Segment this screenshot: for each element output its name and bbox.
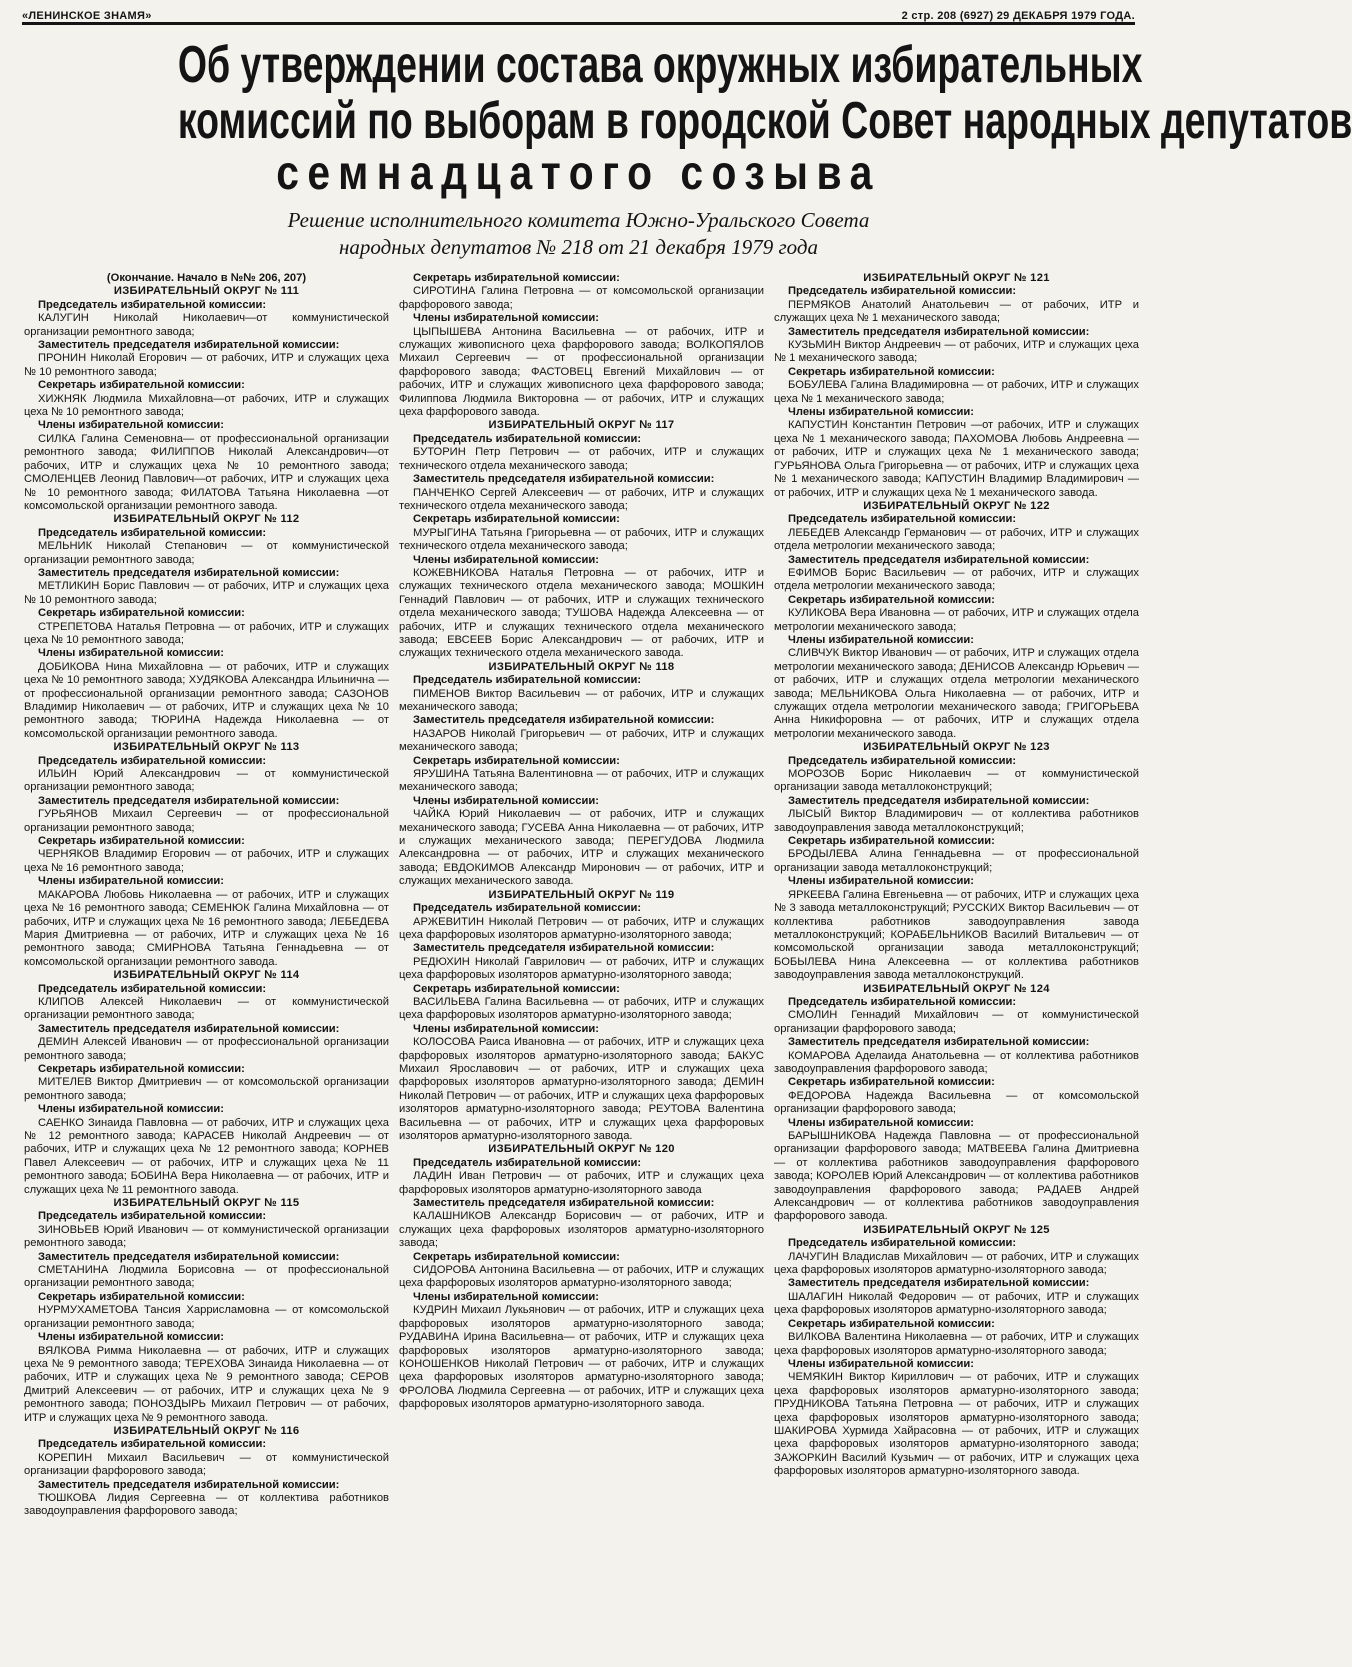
member-entry: НУРМУХАМЕТОВА Тансия Харрисламовна — от комсомольской организации ремонтного завода;: [24, 1304, 389, 1330]
member-entry: КОЖЕВНИКОВА Наталья Петровна — от рабочих, ИТР и служащих технического отдела механического завода; МОШКИН Геннадий Павлович — от рабочих, ИТР и служащих технического отдела механического завода; ТУШОВА Надежда Алексеевна — от рабочих, ИТР и служащих технического отдела механического завода; ЕВСЕЕВ Борис Александрович — от рабочих, ИТР и служащих технического отдела механического завода.: [399, 566, 764, 660]
member-entry: ЯРУШИНА Татьяна Валентиновна — от рабочих, ИТР и служащих механического завода;: [399, 768, 764, 794]
member-entry: ДОБИКОВА Нина Михайловна — от рабочих, ИТР и служащих цеха № 10 ремонтного завода; ХУДЯКОВА Александра Ильинична — от профессиональной организации ремонтного завода; САЗОНОВ Владимир Николаевич — от рабочих, ИТР и служащих цеха № 10 ремонтного завода; ТЮРИНА Надежда Николаевна — от комсомольской организации ремонтного завода.: [24, 660, 389, 740]
district-heading: ИЗБИРАТЕЛЬНЫЙ ОКРУГ № 114: [113, 969, 300, 982]
member-entry: ЛАЧУГИН Владислав Михайлович — от рабочих, ИТР и служащих цеха фарфоровых изоляторов арматурно-изоляторного завода;: [774, 1250, 1139, 1277]
district-heading: ИЗБИРАТЕЛЬНЫЙ ОКРУГ № 113: [113, 741, 300, 754]
role-heading: Председатель избирательной комиссии:: [788, 754, 1017, 767]
member-entry: АРЖЕВИТИН Николай Петрович — от рабочих, ИТР и служащих цеха фарфоровых изоляторов арматурно-изоляторного завода;: [399, 915, 764, 941]
district-heading: ИЗБИРАТЕЛЬНЫЙ ОКРУГ № 124: [863, 982, 1050, 995]
member-entry: ВАСИЛЬЕВА Галина Васильевна — от рабочих, ИТР и служащих цеха фарфоровых изоляторов арматурно-изоляторного завода;: [399, 995, 764, 1022]
member-entry: НАЗАРОВ Николай Григорьевич — от рабочих, ИТР и служащих механического завода;: [399, 727, 764, 754]
member-entry: ХИЖНЯК Людмила Михайловна—от рабочих, ИТР и служащих цеха № 10 ремонтного завода;: [24, 392, 389, 419]
role-heading: Секретарь избирательной комиссии:: [38, 1062, 245, 1075]
member-entry: ПАНЧЕНКО Сергей Алексеевич — от рабочих, ИТР и служащих технического отдела механического завода;: [399, 486, 764, 512]
member-entry: ЦЫПЫШЕВА Антонина Васильевна — от рабочих, ИТР и служащих живописного цеха фарфорового завода; ВОЛКОПЯЛОВ Михаил Сергеевич — от профессиональной организации фарфорового завода; ФАСТОВЕЦ Евгений Михайлович — от рабочих, ИТР и служащих живописного цеха фарфорового завода; Филиппова Людмила Викторовна — от рабочих, ИТР и служащих цеха фарфорового завода.: [399, 325, 764, 419]
member-entry: ИЛЬИН Юрий Александрович — от коммунистической организации ремонтного завода;: [24, 768, 389, 794]
role-heading: Заместитель председателя избирательной комиссии:: [38, 1478, 340, 1491]
role-heading: Заместитель председателя избирательной комиссии:: [38, 566, 340, 579]
role-heading: Члены избирательной комиссии:: [38, 647, 224, 660]
column-3: [774, 272, 1139, 1519]
member-entry: ЛЫСЫЙ Виктор Владимирович — от коллектива работников заводоуправления завода металлоконструкций;: [774, 808, 1139, 834]
role-heading: Заместитель председателя избирательной комиссии:: [788, 794, 1090, 807]
role-heading: Члены избирательной комиссии:: [413, 1022, 599, 1035]
role-heading: Члены избирательной комиссии:: [788, 406, 974, 419]
member-entry: МУРЫГИНА Татьяна Григорьевна — от рабочих, ИТР и служащих технического отдела механического завода;: [399, 526, 764, 553]
member-entry: ВЯЛКОВА Римма Николаевна — от рабочих, ИТР и служащих цеха № 9 ремонтного завода; ТЕРЕХОВА Зинаида Николаевна — от рабочих, ИТР и служащих цеха № 9 ремонтного завода; СЕРОВ Дмитрий Алексеевич — от рабочих, ИТР и служащих цеха № 9 ремонтного завода; ПОНОЗДЫРЬ Михаил Петрович — от рабочих, ИТР и служащих цеха № 9 ремонтного завода.: [24, 1344, 389, 1424]
role-heading: Секретарь избирательной комиссии:: [38, 1290, 245, 1303]
role-heading: Секретарь избирательной комиссии:: [788, 365, 995, 378]
role-heading: Члены избирательной комиссии:: [38, 875, 224, 888]
role-heading: Члены избирательной комиссии:: [788, 1116, 974, 1129]
district-heading: ИЗБИРАТЕЛЬНЫЙ ОКРУГ № 123: [863, 741, 1050, 754]
member-entry: ПИМЕНОВ Виктор Васильевич — от рабочих, ИТР и служащих механического завода;: [399, 687, 764, 713]
decision-subheading: [22, 207, 1135, 261]
member-entry: ЧЕМЯКИН Виктор Кириллович — от рабочих, ИТР и служащих цеха фарфоровых изоляторов арматурно-изоляторного завода; ПРУДНИКОВА Татьяна Петровна — от рабочих, ИТР и служащих цеха фарфоровых изоляторов арматурно-изоляторного завода; ШАКИРОВА Хурмида Хайрасовна — от рабочих, ИТР и служащих цеха фарфоровых изоляторов арматурно-изоляторного завода; ЗАЖОРКИН Василий Кузьмич — от рабочих, ИТР и служащих цеха фарфоровых изоляторов арматурно-изоляторного завода.: [774, 1371, 1139, 1478]
member-entry: ЗИНОВЬЕВ Юрий Иванович — от коммунистической организации ремонтного завода;: [24, 1223, 389, 1250]
member-entry: БРОДЫЛЕВА Алина Геннадьевна — от профессиональной организации завода металлоконструкций;: [774, 848, 1139, 874]
role-heading: Председатель избирательной комиссии:: [38, 754, 267, 767]
role-heading: Председатель избирательной комиссии:: [413, 1156, 642, 1169]
district-heading: ИЗБИРАТЕЛЬНЫЙ ОКРУГ № 112: [113, 513, 300, 526]
member-entry: ШАЛАГИН Николай Федорович — от рабочих, ИТР и служащих цеха фарфоровых изоляторов арматурно-изоляторного завода;: [774, 1290, 1139, 1317]
member-entry: СМЕТАНИНА Людмила Борисовна — от профессиональной организации ремонтного завода;: [24, 1264, 389, 1290]
member-entry: МАКАРОВА Любовь Николаевна — от рабочих, ИТР и служащих цеха № 16 ремонтного завода; СЕМЕНЮК Галина Михайловна — от рабочих, ИТР и служащих цеха № 16 ремонтного завода; ЛЕБЕДЕВА Мария Дмитриевна — от рабочих, ИТР и служащих цеха № 16 ремонтного завода; СМИРНОВА Татьяна Геннадьевна — от комсомольской организации ремонтного завода.: [24, 888, 389, 968]
role-heading: Председатель избирательной комиссии:: [38, 526, 267, 539]
column-2: [399, 272, 764, 1519]
role-heading: Заместитель председателя избирательной комиссии:: [38, 1250, 340, 1263]
district-heading: ИЗБИРАТЕЛЬНЫЙ ОКРУГ № 122: [863, 499, 1050, 512]
member-entry: КОМАРОВА Аделаида Анатольевна — от коллектива работников заводоуправления фарфорового завода;: [774, 1049, 1139, 1075]
member-entry: КАПУСТИН Константин Петрович —от рабочих, ИТР и служащих цеха № 1 механического завода; ПАХОМОВА Любовь Андреевна — от рабочих, ИТР и служащих цеха № 1 механического завода; ГУРЬЯНОВА Ольга Григорьевна — от рабочих, ИТР и служащих цеха № 1 механического завода; КАПУСТИН Владимир Владимирович — от рабочих, ИТР и служащих цеха № 1 механического завода.: [774, 419, 1139, 499]
member-entry: СМОЛИН Геннадий Михайлович — от коммунистической организации фарфорового завода;: [774, 1009, 1139, 1035]
member-entry: МЕЛЬНИК Николай Степанович — от коммунистической организации ремонтного завода;: [24, 540, 389, 566]
role-heading: Секретарь избирательной комиссии:: [413, 754, 620, 767]
member-entry: ЛЕБЕДЕВ Александр Германович — от рабочих, ИТР и служащих отдела метрологии механического завода;: [774, 526, 1139, 553]
role-heading: Секретарь избирательной комиссии:: [413, 982, 620, 995]
role-heading: Председатель избирательной комиссии:: [788, 513, 1017, 526]
column-1: [24, 272, 389, 1519]
newspaper-name: «ЛЕНИНСКОЕ ЗНАМЯ»: [22, 10, 152, 22]
headline-line-2: комиссий по выборам в городской Совет народных депутатов: [177, 92, 1352, 150]
member-entry: ПЕРМЯКОВ Анатолий Анатольевич — от рабочих, ИТР и служащих цеха № 1 механического завода;: [774, 298, 1139, 325]
role-heading: Члены избирательной комиссии:: [38, 1331, 224, 1344]
member-entry: КУЛИКОВА Вера Ивановна — от рабочих, ИТР и служащих отдела метрологии механического завода;: [774, 607, 1139, 633]
role-heading: Заместитель председателя избирательной комиссии:: [788, 325, 1090, 338]
member-entry: ДЕМИН Алексей Иванович — от профессиональной организации ремонтного завода;: [24, 1036, 389, 1062]
member-entry: МЕТЛИКИН Борис Павлович — от рабочих, ИТР и служащих цеха № 10 ремонтного завода;: [24, 580, 389, 606]
role-heading: Заместитель председателя избирательной комиссии:: [38, 339, 340, 352]
member-entry: СЛИВЧУК Виктор Иванович — от рабочих, ИТР и служащих отдела метрологии механического завода; ДЕНИСОВ Александр Юрьевич — от рабочих, ИТР и служащих отдела метрологии механического завода; МЕЛЬНИКОВА Ольга Николаевна — от рабочих, ИТР и служащих отдела метрологии механического завода; ГРИГОРЬЕВА Анна Никифоровна — от рабочих, ИТР и служащих отдела метрологии механического завода.: [774, 647, 1139, 740]
role-heading: Заместитель председателя избирательной комиссии:: [788, 553, 1090, 566]
role-heading: Председатель избирательной комиссии:: [38, 1438, 267, 1451]
role-heading: Председатель избирательной комиссии:: [413, 432, 642, 445]
role-heading: Заместитель председателя избирательной комиссии:: [413, 714, 715, 727]
district-heading: ИЗБИРАТЕЛЬНЫЙ ОКРУГ № 118: [488, 660, 675, 673]
role-heading: Секретарь избирательной комиссии:: [38, 607, 245, 620]
district-heading: ИЗБИРАТЕЛЬНЫЙ ОКРУГ № 115: [113, 1197, 300, 1210]
role-heading: Заместитель председателя избирательной комиссии:: [38, 794, 340, 807]
member-entry: СИДОРОВА Антонина Васильевна — от рабочих, ИТР и служащих цеха фарфоровых изоляторов арматурно-изоляторного завода;: [399, 1264, 764, 1290]
role-heading: Заместитель председателя избирательной комиссии:: [413, 473, 715, 486]
role-heading: Секретарь избирательной комиссии:: [788, 835, 995, 848]
subheading-line-2: народных депутатов № 218 от 21 декабря 1979 года: [338, 235, 818, 259]
role-heading: Секретарь избирательной комиссии:: [788, 593, 995, 606]
member-entry: КОРЕПИН Михаил Васильевич — от коммунистической организации фарфорового завода;: [24, 1451, 389, 1478]
member-entry: КЛИПОВ Алексей Николаевич — от коммунистической организации ремонтного завода;: [24, 995, 389, 1022]
district-heading: ИЗБИРАТЕЛЬНЫЙ ОКРУГ № 121: [863, 272, 1050, 284]
role-heading: Председатель избирательной комиссии:: [413, 674, 642, 687]
member-entry: ТЮШКОВА Лидия Сергеевна — от коллектива работников заводоуправления фарфорового завода;: [24, 1491, 389, 1518]
role-heading: Заместитель председателя избирательной комиссии:: [413, 942, 715, 955]
role-heading: Председатель избирательной комиссии:: [788, 995, 1017, 1008]
member-entry: СТРЕПЕТОВА Наталья Петровна — от рабочих, ИТР и служащих цеха № 10 ремонтного завода;: [24, 620, 389, 646]
role-heading: Члены избирательной комиссии:: [788, 875, 974, 888]
role-heading: Председатель избирательной комиссии:: [788, 1237, 1017, 1250]
role-heading: Члены избирательной комиссии:: [413, 1290, 599, 1303]
role-heading: Председатель избирательной комиссии:: [38, 982, 267, 995]
member-entry: МИТЕЛЕВ Виктор Дмитриевич — от комсомольской организации ремонтного завода;: [24, 1076, 389, 1102]
district-heading: ИЗБИРАТЕЛЬНЫЙ ОКРУГ № 117: [488, 419, 675, 432]
member-entry: КУЗЬМИН Виктор Андреевич — от рабочих, ИТР и служащих цеха № 1 механического завода;: [774, 339, 1139, 365]
member-entry: КОЛОСОВА Раиса Ивановна — от рабочих, ИТР и служащих цеха фарфоровых изоляторов арматурно-изоляторного завода; БАКУС Михаил Ярославович — от рабочих, ИТР и служащих цеха фарфоровых изоляторов арматурно-изоляторного завода; ДЕМИН Николай Петрович — от рабочих, ИТР и служащих цеха фарфоровых изоляторов арматурно-изоляторного завода; РЕУТОВА Валентина Васильевна — от рабочих, ИТР и служащих цеха фарфоровых изоляторов арматурно-изоляторного завода.: [399, 1036, 764, 1142]
member-entry: ЧЕРНЯКОВ Владимир Егорович — от рабочих, ИТР и служащих цеха № 16 ремонтного завода;: [24, 848, 389, 874]
member-entry: СИЛКА Галина Семеновна— от профессиональной организации ремонтного завода; ФИЛИППОВ Николай Александрович—от рабочих, ИТР и служащих цеха № 10 ремонтного завода; СМОЛЕНЦЕВ Леонид Павлович—от рабочих, ИТР и служащих цеха № 10 ремонтного завода; ФИЛАТОВА Татьяна Николаевна —от комсомольской организации ремонтного завода.: [24, 432, 389, 512]
district-heading: ИЗБИРАТЕЛЬНЫЙ ОКРУГ № 119: [488, 888, 675, 901]
role-heading: Заместитель председателя избирательной комиссии:: [38, 1022, 340, 1035]
member-entry: ВИЛКОВА Валентина Николаевна — от рабочих, ИТР и служащих цеха фарфоровых изоляторов арматурно-изоляторного завода;: [774, 1331, 1139, 1357]
role-heading: Председатель избирательной комиссии:: [38, 1210, 267, 1223]
member-entry: КУДРИН Михаил Лукьянович — от рабочих, ИТР и служащих цеха фарфоровых изоляторов арматурно-изоляторного завода; РУДАВИНА Ирина Васильевна— от рабочих, ИТР и служащих цеха фарфоровых изоляторов арматурно-изоляторного завода; КОНОШЕНКОВ Николай Петрович — от рабочих, ИТР и служащих цеха фарфоровых изоляторов арматурно-изоляторного завода; ФРОЛОВА Людмила Сергеевна — от рабочих, ИТР и служащих цеха фарфоровых изоляторов арматурно-изоляторного завода.: [399, 1304, 764, 1411]
member-entry: ЯРКЕЕВА Галина Евгеньевна — от рабочих, ИТР и служащих цеха № 3 завода металлоконструкций; РУССКИХ Виктор Васильевич — от коллектива работников заводоуправления завода металлоконструкций; КОРАБЕЛЬНИКОВ Василий Витальевич — от комсомольской организации завода металлоконструкций; БОБЫЛЕВА Нина Алексеевна — от коллектива работников заводоуправления завода металлоконструкций.: [774, 888, 1139, 982]
district-heading: ИЗБИРАТЕЛЬНЫЙ ОКРУГ № 111: [113, 285, 300, 298]
role-heading: Члены избирательной комиссии:: [413, 553, 599, 566]
member-entry: ПРОНИН Николай Егорович — от рабочих, ИТР и служащих цеха № 10 ремонтного завода;: [24, 352, 389, 378]
role-heading: Председатель избирательной комиссии:: [413, 902, 642, 915]
masthead-bar: [22, 6, 1135, 25]
role-heading: Члены избирательной комиссии:: [788, 633, 974, 646]
role-heading: Секретарь избирательной комиссии:: [413, 1250, 620, 1263]
role-heading: Секретарь избирательной комиссии:: [413, 272, 620, 284]
member-entry: ЕФИМОВ Борис Васильевич — от рабочих, ИТР и служащих отдела метрологии механического завода;: [774, 566, 1139, 593]
headline-line-3: семнадцатого созыва: [276, 147, 881, 200]
member-entry: БУТОРИН Петр Петрович — от рабочих, ИТР и служащих технического отдела механического завода;: [399, 446, 764, 472]
role-heading: Секретарь избирательной комиссии:: [38, 835, 245, 848]
member-entry: ФЕДОРОВА Надежда Васильевна — от комсомольской организации фарфорового завода;: [774, 1089, 1139, 1116]
headline-line-1: Об утверждении состава окружных избирательных: [177, 36, 1143, 94]
continuation-note: (Окончание. Начало в №№ 206, 207): [106, 272, 307, 284]
member-entry: РЕДЮХИН Николай Гаврилович — от рабочих, ИТР и служащих цеха фарфоровых изоляторов арматурно-изоляторного завода;: [399, 955, 764, 982]
article-columns: [24, 272, 1139, 1519]
member-entry: КАЛАШНИКОВ Александр Борисович — от рабочих, ИТР и служащих цеха фарфоровых изоляторов арматурно-изоляторного завода;: [399, 1210, 764, 1250]
member-entry: КАЛУГИН Николай Николаевич—от коммунистической организации ремонтного завода;: [24, 312, 389, 338]
role-heading: Секретарь избирательной комиссии:: [788, 1076, 995, 1089]
member-entry: БОБУЛЕВА Галина Владимировна — от рабочих, ИТР и служащих цеха № 1 механического завода;: [774, 379, 1139, 405]
member-entry: ЧАЙКА Юрий Николаевич — от рабочих, ИТР и служащих механического завода; ГУСЕВА Анна Николаевна — от рабочих, ИТР и служащих механического завода; ПЕРЕГУДОВА Людмила Александровна — от рабочих, ИТР и служащих механического завода; ЕВДОКИМОВ Александр Миронович — от рабочих, ИТР и служащих механического завода.: [399, 808, 764, 888]
member-entry: БАРЫШНИКОВА Надежда Павловна — от профессиональной организации фарфорового завода; МАТВЕЕВА Галина Дмитриевна — от коллектива работников заводоуправления фарфорового завода; КОРОЛЕВ Юрий Александрович — от коллектива работников заводоуправления фарфорового завода; РАДАЕВ Андрей Александрович — от коллектива работников заводоуправления фарфорового завода.: [774, 1130, 1139, 1223]
member-entry: МОРОЗОВ Борис Николаевич — от коммунистической организации завода металлоконструкций;: [774, 768, 1139, 794]
role-heading: Председатель избирательной комиссии:: [788, 285, 1017, 298]
role-heading: Заместитель председателя избирательной комиссии:: [413, 1197, 715, 1210]
member-entry: ЛАДИН Иван Петрович — от рабочих, ИТР и служащих цеха фарфоровых изоляторов арматурно-изоляторного завода: [399, 1170, 764, 1196]
subheading-line-1: Решение исполнительного комитета Южно-Уральского Совета: [287, 208, 870, 232]
role-heading: Заместитель председателя избирательной комиссии:: [788, 1277, 1090, 1290]
member-entry: СИРОТИНА Галина Петровна — от комсомольской организации фарфорового завода;: [399, 285, 764, 311]
role-heading: Члены избирательной комиссии:: [413, 312, 599, 325]
role-heading: Председатель избирательной комиссии:: [38, 298, 267, 311]
role-heading: Секретарь избирательной комиссии:: [413, 513, 620, 526]
district-heading: ИЗБИРАТЕЛЬНЫЙ ОКРУГ № 120: [488, 1143, 675, 1156]
role-heading: Члены избирательной комиссии:: [38, 1103, 224, 1116]
issue-info: 2 стр. 208 (6927) 29 ДЕКАБРЯ 1979 ГОДА.: [901, 10, 1135, 22]
member-entry: САЕНКО Зинаида Павловна — от рабочих, ИТР и служащих цеха № 12 ремонтного завода; КАРАСЕВ Николай Андреевич — от рабочих, ИТР и служащих цеха № 12 ремонтного завода; КОРНЕВ Павел Алексеевич — от рабочих, ИТР и служащих цеха № 11 ремонтного завода; БОБИНА Вера Николаевна — от рабочих, ИТР и служащих цеха № 11 ремонтного завода.: [24, 1116, 389, 1196]
role-heading: Члены избирательной комиссии:: [413, 794, 599, 807]
role-heading: Секретарь избирательной комиссии:: [788, 1317, 995, 1330]
role-heading: Члены избирательной комиссии:: [38, 419, 224, 432]
district-heading: ИЗБИРАТЕЛЬНЫЙ ОКРУГ № 125: [863, 1223, 1050, 1236]
district-heading: ИЗБИРАТЕЛЬНЫЙ ОКРУГ № 116: [113, 1424, 300, 1437]
role-heading: Секретарь избирательной комиссии:: [38, 379, 245, 392]
role-heading: Заместитель председателя избирательной комиссии:: [788, 1036, 1090, 1049]
member-entry: ГУРЬЯНОВ Михаил Сергеевич — от профессиональной организации ремонтного завода;: [24, 808, 389, 834]
role-heading: Члены избирательной комиссии:: [788, 1357, 974, 1370]
